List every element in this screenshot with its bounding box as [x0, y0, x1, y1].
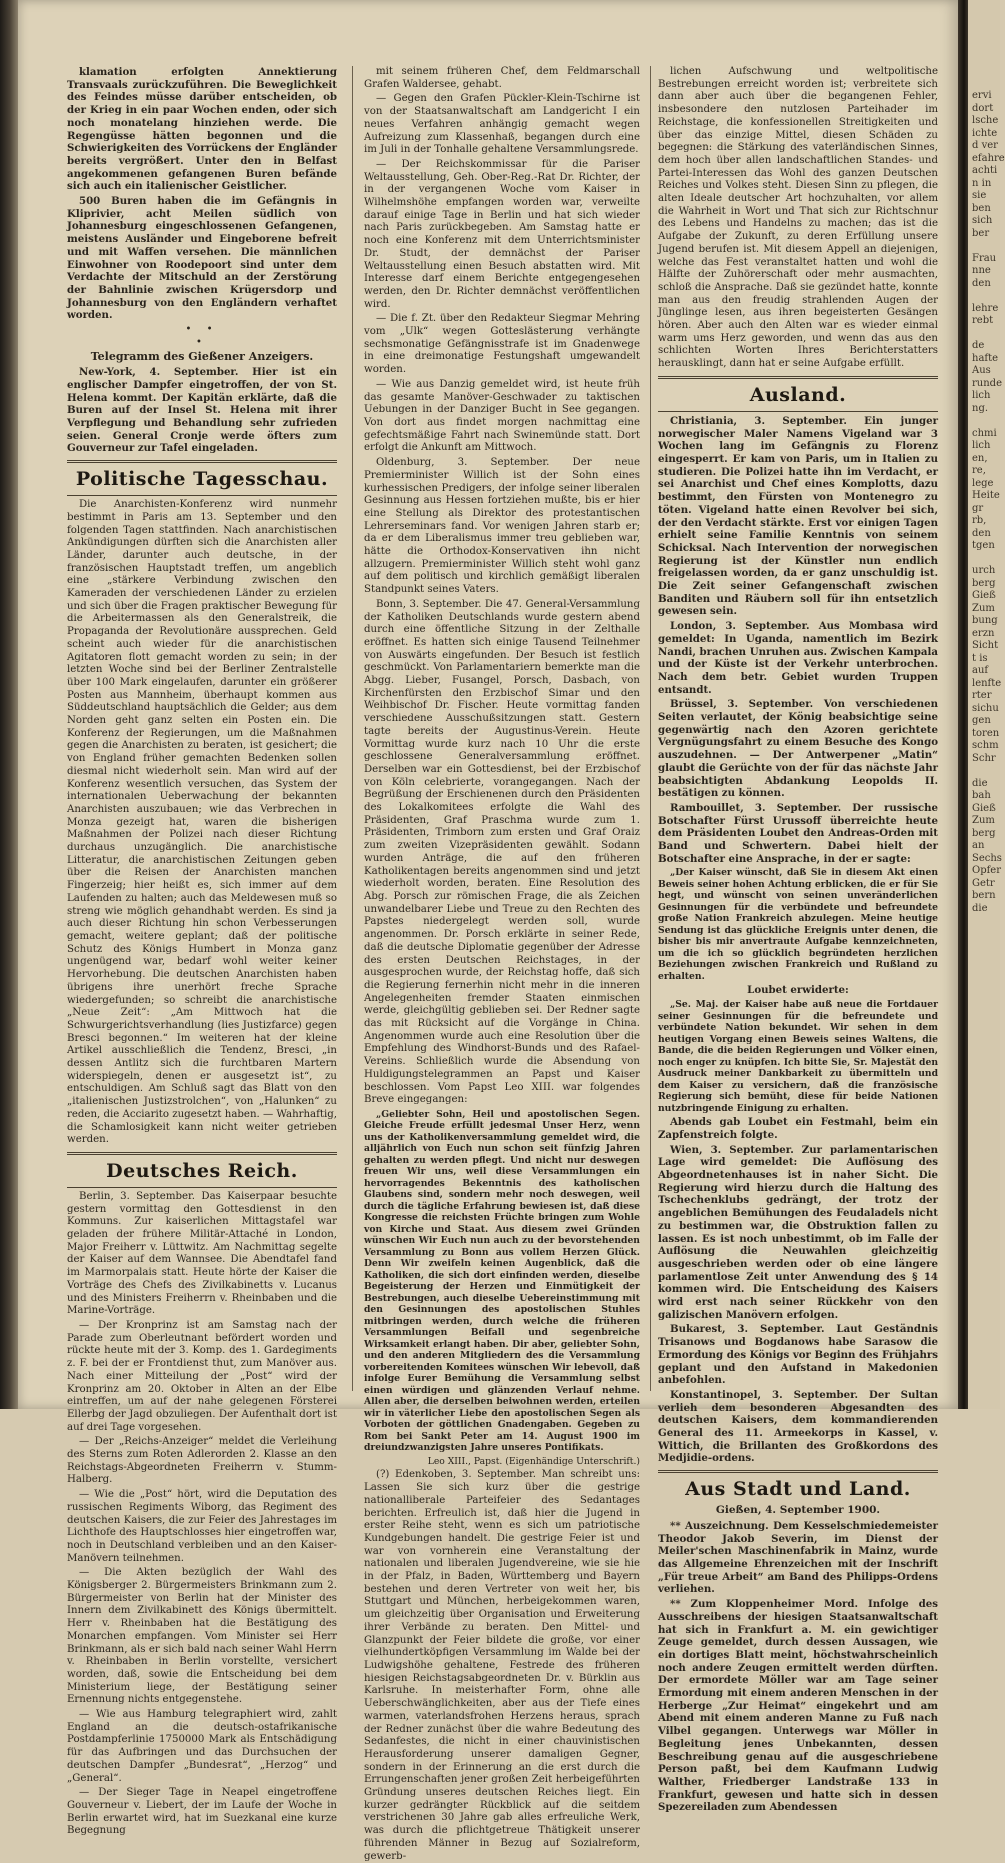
section-title-politische-tagesschau: Politische Tagesschau.: [75, 468, 329, 491]
article-paragraph: lichen Aufschwung und weltpolitische Bestrebungen erreicht worden ist; verbreitete sich dann aber auch über die begangenen Fehler, insbesondere den nutzlosen Parteihader im Reichstage, die konfessionellen Streitigkeiten und über das einzige Mittel, diesen Schäden zu begegnen: die Stärkung des vaterländischen Sinnes, dem hoch über allen landschaftlichen Standes- und Partei-Interessen das Wohl des ganzen Deutschen Reiches und Volkes steht. Diesen Sinn zu pflegen, die alten Ideale deutscher Art hochzuhalten, vor allem die Wahrheit in Wort und That sich zur Richtschnur des Lebens und Handelns zu machen; das ist die Aufgabe der Zukunft, zu deren Erfüllung unsere Jugend berufen ist. Mit diesem Appell an diejenigen, welche das Fest veranstaltet hatten und wohl die Hälfte der Zuhörerschaft oder mehr ausmachten, schloß die Ansprache. Daß sie gezündet hatte, konnte man aus den freudig strahlenden Augen der Jünglinge lesen, aus ihren begeisterten Gesängen hören. Aber auch den Alten war es wieder einmal warm ums Herz geworden, und wenn das aus den schlichten Worten Ihres Berichterstatters herausklingt, dann hat er seine Aufgabe erfüllt.: [658, 66, 938, 370]
section-title-ausland: Ausland.: [749, 383, 847, 406]
article-paragraph: mit seinem früheren Chef, dem Feldmarschall Grafen Waldersee, gehabt.: [364, 66, 640, 90]
article-paragraph: — Wie aus Danzig gemeldet wird, ist heute früh das gesamte Manöver-Geschwader zu taktischen Uebungen in der Danziger Bucht in See gegangen. Von dort aus findet morgen nachmittag eine gefechtsmäßige Fahrt nach Swinemünde statt. Dort erfolgt die Ankunft am Mittwoch.: [364, 378, 640, 454]
article-paragraph: Die Anarchisten-Konferenz wird nunmehr bestimmt in Paris am 13. September und den folgenden Tagen stattfinden. Nach anarchistischen Ankündigungen dürften sich die Anarchisten aller Länder, darunter auch deutsche, in der französischen Hauptstadt treffen, um angeblich eine „stärkere Verbindung zwischen den Kameraden der verschiedenen Länder zu erzielen und sich über die Fragen praktischer Bewegung für die Arbeitermassen als den Generalstreik, die Propaganda der Revolutionäre aussprechen. Geld scheint auch wieder für die anarchistischen Agitatoren flott gemacht worden zu sein; in der letzten Woche sind bei der Berliner Zentralstelle über 100 Mark eingelaufen, darunter ein größerer Posten aus Mannheim, überhaupt kommen aus Süddeutschland hauptsächlich die Gelder; aus dem Norden geht ganz selten ein Posten ein. Die Konferenz der Regierungen, um die Maßnahmen gegen die Anarchisten zu beraten, ist gesichert; die von England früher gemachten Bedenken sollen diesmal nicht wiederholt sein. Man wird auf der Konferenz wesentlich versuchen, das System der internationalen Ueberwachung der bekannten Anarchisten auszubauen; wie das Verbrechen in Monza gezeigt hat, waren die bisherigen Maßnahmen der Polizei nach dieser Richtung durchaus unzugänglich. Die anarchistische Litteratur, die anarchistischen Zeitungen geben über die Reisen der Anarchisten manchen Fingerzeig; hier heißt es, sich immer auf dem Laufenden zu halten; auch das Meldewesen muß so streng wie möglich gehandhabt werden. Es sind ja auch dieser Richtung hin schon Verbesserungen gemacht, weitere geplant; daß der politische Schutz des Königs Humbert in Monza ganz ungenügend war, bedarf wohl weiter keiner Hervorhebung. Die deutschen Anarchisten haben übrigens ihre unerhört freche Sprache wiedergefunden; so schreibt die anarchistische „Neue Zeit“: „Am Mittwoch hat die Schwurgerichtsverhandlung (lies Justizfarce) gegen Bresci begonnen.“ Im weiteren hat der kleine Artikel ausschließlich die Tendenz, Bresci, „in dessen Antlitz sich die furchtbaren Martern widerspiegeln, denen er ausgesetzt ist“, zu entschuldigen. Am Schluß sagt das Blatt von den „italienischen Justizstrolchen“, von „Halunken“ zu reden, die Acciarito zugesetzt haben. — Wahrhaftig, die Schamlosigkeit kann nicht weiter getrieben werden.: [67, 499, 338, 1146]
telegram-heading: Telegramm des Gießener Anzeigers.: [90, 350, 314, 364]
article-paragraph: Berlin, 3. September. Das Kaiserpaar besuchte gestern vormittag den Gottesdienst in den Kommuns. Zur kaiserlichen Mittagstafel war geladen der frühere Militär-Attaché in London, Major Freiherr v. Lüttwitz. Am Nachmittag segelte der Kaiser auf dem Wannsee. Die Abendtafel fand im Marmorpalais statt. Heute hörte der Kaiser die Vorträge des Chefs des Zivilkabinetts v. Lucanus und des Ministers Freiherrn v. Rheinbaben und die Marine-Vorträge.: [67, 1190, 337, 1317]
article-paragraph: Oldenburg, 3. September. Der neue Premierminister Willich ist der Sohn eines kurhessischen Predigers, der infolge seiner liberalen Gesinnung aus Hessen fortziehen mußte, bis er hier eine Stellung als Direktor des protestantischen Lehrerseminars fand. Vor wenigen Jahren starb er; da er dem Liberalismus immer treu geblieben war, hätte die Orthodox-Konservativen ihn nicht allzugern. Premierminister Willich steht wohl ganz auf dem politisch und kirchlich gemäßigt liberalen Standpunkt seines Vaters.: [364, 457, 640, 596]
article-paragraph: ** Zum Kloppenheimer Mord. Infolge des Ausschreibens der hiesigen Staatsanwaltschaft hat sich in Frankfurt a. M. ein gewichtiger Zeuge gemeldet, durch dessen Aussagen, wie ein dortiges Blatt meint, höchstwahrscheinlich noch andere Zeugen ermittelt werden dürften. Der ermordete Möller war am Tage seiner Ermordung mit einem anderen Menschen in der Herberge „Zur Heimat“ eingekehrt und am Abend mit einem anderen Manne zu Fuß nach Vilbel gegangen. Unterwegs war Möller in Begleitung jenes Unbekannten, dessen Beschreibung genau auf die ausgeschriebene Person paßt, bei dem Kaufmann Ludwig Walther, Friedberger Landstraße 133 in Frankfurt, gewesen und hatte sich in dessen Spezereiladen zum Abendessen: [658, 1598, 938, 1814]
adjacent-page-edge: [968, 0, 1005, 1409]
section-title-deutsches-reich: Deutsches Reich.: [106, 1159, 298, 1182]
column-rule: [650, 66, 651, 1391]
papal-breve: „Geliebter Sohn, Heil und apostolischen Segen. Gleiche Freude erfüllt jedesmal Unser Herz, wenn uns der Katholikenversammlung gemeldet wird, die alljährlich von Euch nun schon seit fünfzig Jahren gehalten zu werden pflegt. Und nicht nur deswegen freuen Wir uns, weil diese Versammlungen ein hervorragendes Bekenntnis des katholischen Glaubens sind, sondern mehr noch deswegen, weil durch die tägliche Erfahrung bewiesen ist, daß diese Kongresse die reichsten Früchte bringen zum Wohle von Kirche und Staat. Aus diesem zwei Gründen wünschen Wir Euch nun auch zu der bevorstehenden Versammlung zu Bonn aus vollem Herzen Glück. Denn Wir zweifeln keinen Augenblick, daß die Katholiken, die sich dort einfinden werden, dieselbe Begeisterung der Herzen und Einmütigkeit der Bestrebungen, auch dieselbe Uebereinstimmung mit den Gesinnungen des apostolischen Stuhles mitbringen werden, durch welche die früheren Versammlungen Beifall und segenbreiche Wirksamkeit erlangt haben. Dir aber, geliebter Sohn, und den anderen Mitgliedern des die Versammlung vorbereitenden Komitees wünschen Wir lebevoll, daß infolge Eurer Bemühung die Versammlung selbst einen würdigen und glänzenden Verlauf nehme. Allen aber, die derselben beiwohnen werden, erteilen wir in väterlicher Liebe den apostolischen Segen als Vorboten der göttlichen Gnadengaben. Gegeben zu Rom bei Sankt Peter am 14. August 1900 im dreiundzwanzigsten Jahre unseres Pontifikats.: [364, 1108, 640, 1454]
column-right: [658, 66, 938, 1814]
column-rule: [352, 66, 353, 1391]
reply-line: Loubet erwiderte:: [747, 984, 849, 997]
section-divider: [67, 460, 337, 463]
article-paragraph: London, 3. September. Aus Mombasa wird gemeldet: In Uganda, namentlich im Bezirk Nandi, brachen Unruhen aus. Zwischen Kampala und der Küste ist der Verkehr unterbrochen. Nach dem betr. Gebiet wurden Truppen entsandt.: [658, 620, 938, 696]
column-left: [67, 66, 338, 1837]
article-paragraph: Abends gab Loubet ein Festmahl, beim ein Zapfenstreich folgte.: [658, 1116, 938, 1141]
section-divider: [658, 1470, 938, 1473]
article-paragraph: — Die Akten bezüglich der Wahl des Königsberger 2. Bürgermeisters Brinkmann zum 2. Bürgermeister von Berlin hat der Minister des Innern dem Zivilkabinett des Königs übermittelt. Herr v. Rheinbaben hat die Bestätigung des Monarchen empfangen. Vom Minister sei Herr Brinkmann, als er sich bald nach seiner Wahl Herrn v. Rheinbaben in Berlin vorstellte, versichert worden, daß, sowie die Entscheidung bei dem Ministerium liege, der Bestätigung seiner Ernennung nichts entgegenstehe.: [67, 1567, 337, 1706]
section-divider: [67, 1187, 337, 1188]
article-paragraph: — Der Reichskommissar für die Pariser Weltausstellung, Geh. Ober-Reg.-Rat Dr. Richter, der in der vergangenen Woche vom Kaiser in Wilhelmshöhe empfangen worden war, verweilte darauf einige Tage in Berlin und hat sich wieder nach Paris zurückbegeben. Am Samstag hatte er noch eine Konferenz mit dem Unterrichtsminister Dr. Studt, der demnächst der Pariser Weltausstellung einen Besuch abstatten wird. Mit Interesse darf einem Berichte entgegengesehen werden, den Dr. Richter demnächst veröffentlichen wird.: [364, 158, 640, 310]
article-paragraph: Rambouillet, 3. September. Der russische Botschafter Fürst Urussoff überreichte heute dem Präsidenten Loubet den Andreas-Orden mit Band und Schwertern. Dabei hielt der Botschafter eine Ansprache, in der er sagte:: [658, 801, 938, 865]
article-paragraph: Christiania, 3. September. Ein junger norwegischer Maler Namens Vigeland war 3 Wochen lang im Gefängnis zu Florenz eingesperrt. Er kam von Paris, um in Italien zu studieren. Die Polizei hatte ihn im Verdacht, er sei Anarchist und Chef eines Komplotts, dazu bestimmt, den Fürsten von Montenegro zu töten. Vigeland hatte einen Revolver bei sich, der den Verdacht stärkte. Erst vor einigen Tagen erhielt seine Familie Kenntnis von seinem Schicksal. Nach Intervention der norwegischen Regierung ist der Künstler nun endlich freigelassen worden, da er ganz unschuldig ist. Die Zeit seiner Gefangenschaft zwischen Banditen und Räubern soll für ihn entsetzlich gewesen sein.: [658, 414, 938, 618]
article-paragraph: Konstantinopel, 3. September. Der Sultan verlieh dem besonderen Abgesandten des deutschen Kaisers, dem kommandierenden General des 11. Armeekorps in Kassel, v. Wittich, die Brillanten des Großkordons des Medjidie-ordens.: [658, 1388, 938, 1465]
article-paragraph: ** Auszeichnung. Dem Kesselschmiedemeister Theodor Jakob Severin, im Dienst der Meiler'schen Maschinenfabrik in Mainz, wurde das Allgemeine Ehrenzeichen mit der Inschrift „Für treue Arbeit“ am Band des Philipps-Ordens verliehen.: [658, 1519, 938, 1596]
article-paragraph: 500 Buren haben die im Gefängnis in Kliprivier, acht Meilen südlich von Johannesburg eingeschlossenen Gefangenen, meistens Ausländer und Eingeborene befreit und mit Waffen versehen. Die männlichen Einwohner von Roodepoort sind unter dem Verdachte der Mitschuld an der Zerstörung der Bahnlinie zwischen Krügersdorp und Johannesburg von den Engländern verhaftet worden.: [67, 195, 337, 322]
article-paragraph: klamation erfolgten Annektierung Transvaals zurückzuführen. Die Beweglichkeit des Feindes müsse darüber entscheiden, ob der Krieg in ein paar Wochen enden, oder sich noch monatelang hinziehen werde. Die Regengüsse hätten begonnen und die Schwierigkeiten des Vorrückens der Engländer bereits vergrößert. Unter den in Belfast angekommenen gefangenen Buren befände sich auch ein italienischer Geistlicher.: [67, 66, 337, 193]
telegram-text: New-York, 4. September. Hier ist ein englischer Dampfer eingetroffen, der von St. Helena kommt. Der Kapitän erklärte, daß die Buren auf der Insel St. Helena mit ihrer Verpflegung und Behandlung sehr zufrieden seien. General Cronje werde öfters zum Gouverneur zur Tafel eingeladen.: [67, 366, 337, 455]
separator-dots: • • •: [185, 324, 219, 348]
article-paragraph: — Gegen den Grafen Pückler-Klein-Tschirne ist von der Staatsanwaltschaft am Landgericht I ein neues Verfahren anhängig gemacht wegen Aufreizung zum Klassenhaß, begangen durch eine im Juli in der Tonhalle gehaltene Versammlungsrede.: [364, 93, 640, 156]
section-divider: [67, 495, 337, 496]
scan-edge-shadow: [0, 0, 18, 1409]
article-paragraph: Bukarest, 3. September. Laut Geständnis Trisanows und Bogdanows habe Sarasow die Ermordung des Königs vor Beginn des Frühjahrs geplant und den Aufstand in Makedonien anbefohlen.: [658, 1323, 938, 1387]
section-title-aus-stadt-und-land: Aus Stadt und Land.: [685, 1478, 911, 1501]
article-paragraph: — Der „Reichs-Anzeiger“ meldet die Verleihung des Sterns zum Roten Adlerorden 2. Klasse an den Reichstags-Abgeordneten Freiherrn v. Stumm-Halberg.: [67, 1436, 337, 1486]
article-paragraph: — Der Sieger Tage in Neapel eingetroffene Gouverneur v. Liebert, der im Laufe der Woche in Berlin erwartet wird, hat im Suezkanal eine kurze Begegnung: [67, 1787, 337, 1837]
article-paragraph: Brüssel, 3. September. Von verschiedenen Seiten verlautet, der König beabsichtige seine gegenwärtig nach den Azoren gerichtete Vergnügungsfahrt zu einem Besuche des Kongo auszudehnen. — Der Antwerpener „Matin“ glaubt die Gerüchte von der für das nächste Jahr beabsichtigten Abdankung Leopolds II. bestätigen zu können.: [658, 698, 938, 800]
section-divider: [658, 411, 938, 412]
adjacent-page-text-fragment: ervi dort lsche ichte d ver efahre achti n in sie ben sich ber Frau nne den lehre rebt de hafte Aus runde lich ng. chmi lich en, re, lege Heite gr rb, den tgen urch berg Gieß Zum bung erzn Sicht t is auf lenfte rter sichu gen toren schm Schr die bah Gieß Zum berg an Sechs Opfer Getr bern die: [972, 90, 1005, 914]
dateline: Gießen, 4. September 1900.: [715, 1504, 881, 1517]
quoted-speech: „Se. Maj. der Kaiser habe auß neue die Fortdauer seiner Gesinnungen für die befreundete und verbündete Nation bekundet. Wir sehen in dem heutigen Vorgang einen Beweis seines Waltens, die Bande, die die beiden Regierungen und Völker einen, noch enger zu knüpfen. Ich bitte Sie, Sr. Majestät den Ausdruck meiner Dankbarkeit zu übermitteln und dem Kaiser zu versichern, daß die französische Regierung sich bemüht, diese für beide Nationen nutzbringende Einigung zu erhalten.: [658, 999, 938, 1114]
article-paragraph: — Wie die „Post“ hört, wird die Deputation des russischen Regiments Wiborg, das Regiment des deutschen Kaisers, die zur Feier des Jahrestages im Lichthofe des Hauptschlosses hier eingetroffen war, noch in Deutschland verbleiben und an den Kaiser-Manövern teilnehmen.: [67, 1489, 337, 1564]
section-divider: [67, 1152, 337, 1155]
column-middle: [364, 66, 640, 1862]
section-divider: [658, 376, 938, 379]
article-paragraph: — Wie aus Hamburg telegraphiert wird, zahlt England an die deutsch-ostafrikanische Postdampferlinie 1750000 Mark als Entschädigung für das Aufbringen und das Durchsuchen der deutschen Dampfer „Bundesrat“, „Herzog“ und „General“.: [67, 1709, 337, 1784]
quoted-speech: „Der Kaiser wünscht, daß Sie in diesem Akt einen Beweis seiner hohen Achtung erblicken, die er für Sie hegt, und wünscht von seinen unveränderlichen Gesinnungen für die verbündete und befreundete große Nation Frankreich abzulegen. Meine heutige Sendung ist das glückliche Ereignis unter denen, die bisher bis mir anvertraute Aufgabe kennzeichneten, um die ich so glücklich begründeten herzlichen Beziehungen zwischen Frankreich und Rußland zu erhalten.: [658, 867, 938, 982]
papal-signature: Leo XIII., Papst. (Eigenhändige Unterschrift.): [427, 1455, 640, 1467]
article-paragraph: (?) Edenkoben, 3. September. Man schreibt uns: Lassen Sie sich kurz über die gestrige nationalliberale Parteifeier des Sedantages berichten. Erfreulich ist, daß hier die Jugend in erster Reihe steht, wenn es sich um patriotische Kundgebungen handelt. Die gestrige Feier ist und war von vornherein eine Veranstaltung der nationalen und liberalen Jugendvereine, wie sie hie in der Pfalz, in Baden, Württemberg und Bayern bestehen und deren Vertreter von weit her, bis Stuttgart und München, herbeigekommen waren, um gleichzeitig über Organisation und Erweiterung ihrer Verbände zu beraten. Den Mittel- und Glanzpunkt der Feier bildete die große, vor einer vielhundertköpfigen Versammlung im Walde bei der Ludwigshöhe gehaltene, Festrede des früheren hiesigen Reichstagsabgeordneten Dr. v. Bürklin aus Karlsruhe. In meisterhafter Form, ohne alle Ueberschwänglichkeiten, aber aus der Tiefe eines warmen, vaterlandsfrohen Herzens heraus, sprach der Redner zunächst über die wahre Bedeutung des Sedanfestes, die nicht in einer chauvinistischen Herausforderung unserer damaligen Gegner, sondern in der Erinnerung an die erst durch die Errungenschaften jener großen Zeit herbeigeführten Gründung unseres deutschen Reiches liegt. Ein kurzer gedrängter Rückblick auf die seitdem verstrichenen 30 Jahre gab alles erfreuliche Werk, was durch die pflichtgetreue Thätigkeit unserer führenden Männer in Bezug auf Sozialreform, gewerb-: [364, 1469, 640, 1862]
article-paragraph: Bonn, 3. September. Die 47. General-Versammlung der Katholiken Deutschlands wurde gestern abend durch eine öffentliche Sitzung in der Zelthalle eröffnet. Es hatten sich einige Tausend Teilnehmer von Auswärts eingefunden. Der Besuch ist festlich geschmückt. Von Parlamentariern bemerkte man die Abgg. Lieber, Fusangel, Porsch, Dasbach, von Kirchenfürsten den Erzbischof Simar und den Weihbischof Dr. Fischer. Heute vormittag fanden verschiedene Ausschußsitzungen statt. Gestern tagte bereits der Augustinus-Verein. Heute Vormittag wurde kurz nach 10 Uhr die erste geschlossene Generalversammlung eröffnet. Derselben war ein Gottesdienst, bei der Erzbischof von Köln celebrierte, vorangegangen. Nach der Begrüßung der Erschienenen durch den Präsidenten des Lokalkomitees erfolgte die Wahl des Präsidenten, Graf Praschma wurde zum 1. Präsidenten, Trimborn zum ersten und Graf Oraiz zum zweiten Vizepräsidenten gewählt. Sodann wurden Anträge, die auf den früheren Katholikentagen bereits angenommen sind und jetzt wiederholt worden, beraten. Eine Resolution des Abg. Porsch zur römischen Frage, die als Zeichen unwandelbarer Liebe und Treue zu den Rechten des Papstes niedergelegt werden soll, wurde angenommen. Dr. Porsch erklärte in seiner Rede, daß die deutsche Diplomatie gegenüber der Adresse des ersten Deutschen Reichstages, in der ausgesprochen wurde, der Reichstag hoffe, daß sich die Regierung fernerhin nicht mehr in die inneren Angelegenheiten fremder Staaten einmischen werde, gleichgültig geblieben sei. Der Redner sagte das mit Rücksicht auf die Vorgänge in China. Angenommen wurde auch eine Resolution über die Empfehlung des Windhorst-Bunds und des Rafael-Vereins. Schließlich wurde die Absendung von Huldigungstelegrammen an Papst und Kaiser beschlossen. Vom Papst Leo XIII. war folgendes Breve eingegangen:: [364, 598, 640, 1106]
article-paragraph: — Die f. Zt. über den Redakteur Siegmar Mehring vom „Ulk“ wegen Gotteslästerung verhängte sechsmonatige Gefängnisstrafe ist im Gnadenwege in eine dreimonatige Festungshaft umgewandelt worden.: [364, 313, 640, 376]
book-gutter: [958, 0, 968, 1409]
article-paragraph: — Der Kronprinz ist am Samstag nach der Parade zum Oberleutnant befördert worden und rückte heute mit der 3. Komp. des 1. Gardegiments z. F. bei der er Frontdienst thut, zum Manöver aus. Nach einer Mitteilung der „Post“ wird der Kronprinz am 20. Oktober in Alten an der Elbe eintreffen, um auf der nahe gelegenen Försterei Ellerbg der Jagd obzuliegen. Der Aufenthalt dort ist auf drei Tage vorgesehen.: [67, 1319, 337, 1433]
article-paragraph: Wien, 3. September. Zur parlamentarischen Lage wird gemeldet: Die Auflösung des Abgeordnetenhauses ist in naher Sicht. Die Regierung wird hierzu durch die Haltung des Tschechenklubs gedrängt, der trotz der angeblichen Bemühungen des Feudaladels nicht zu bestimmen war, die Obstruktion fallen zu lassen. Es ist noch unbestimmt, ob im Falle der Auflösung die Neuwahlen gleichzeitig ausgeschrieben werden oder ob eine längere parlamentlose Zeit unter Anwendung des § 14 kommen wird. Die Entscheidung des Kaisers wird erst nach seiner Rückkehr von den galizischen Manövern erfolgen.: [658, 1143, 938, 1321]
